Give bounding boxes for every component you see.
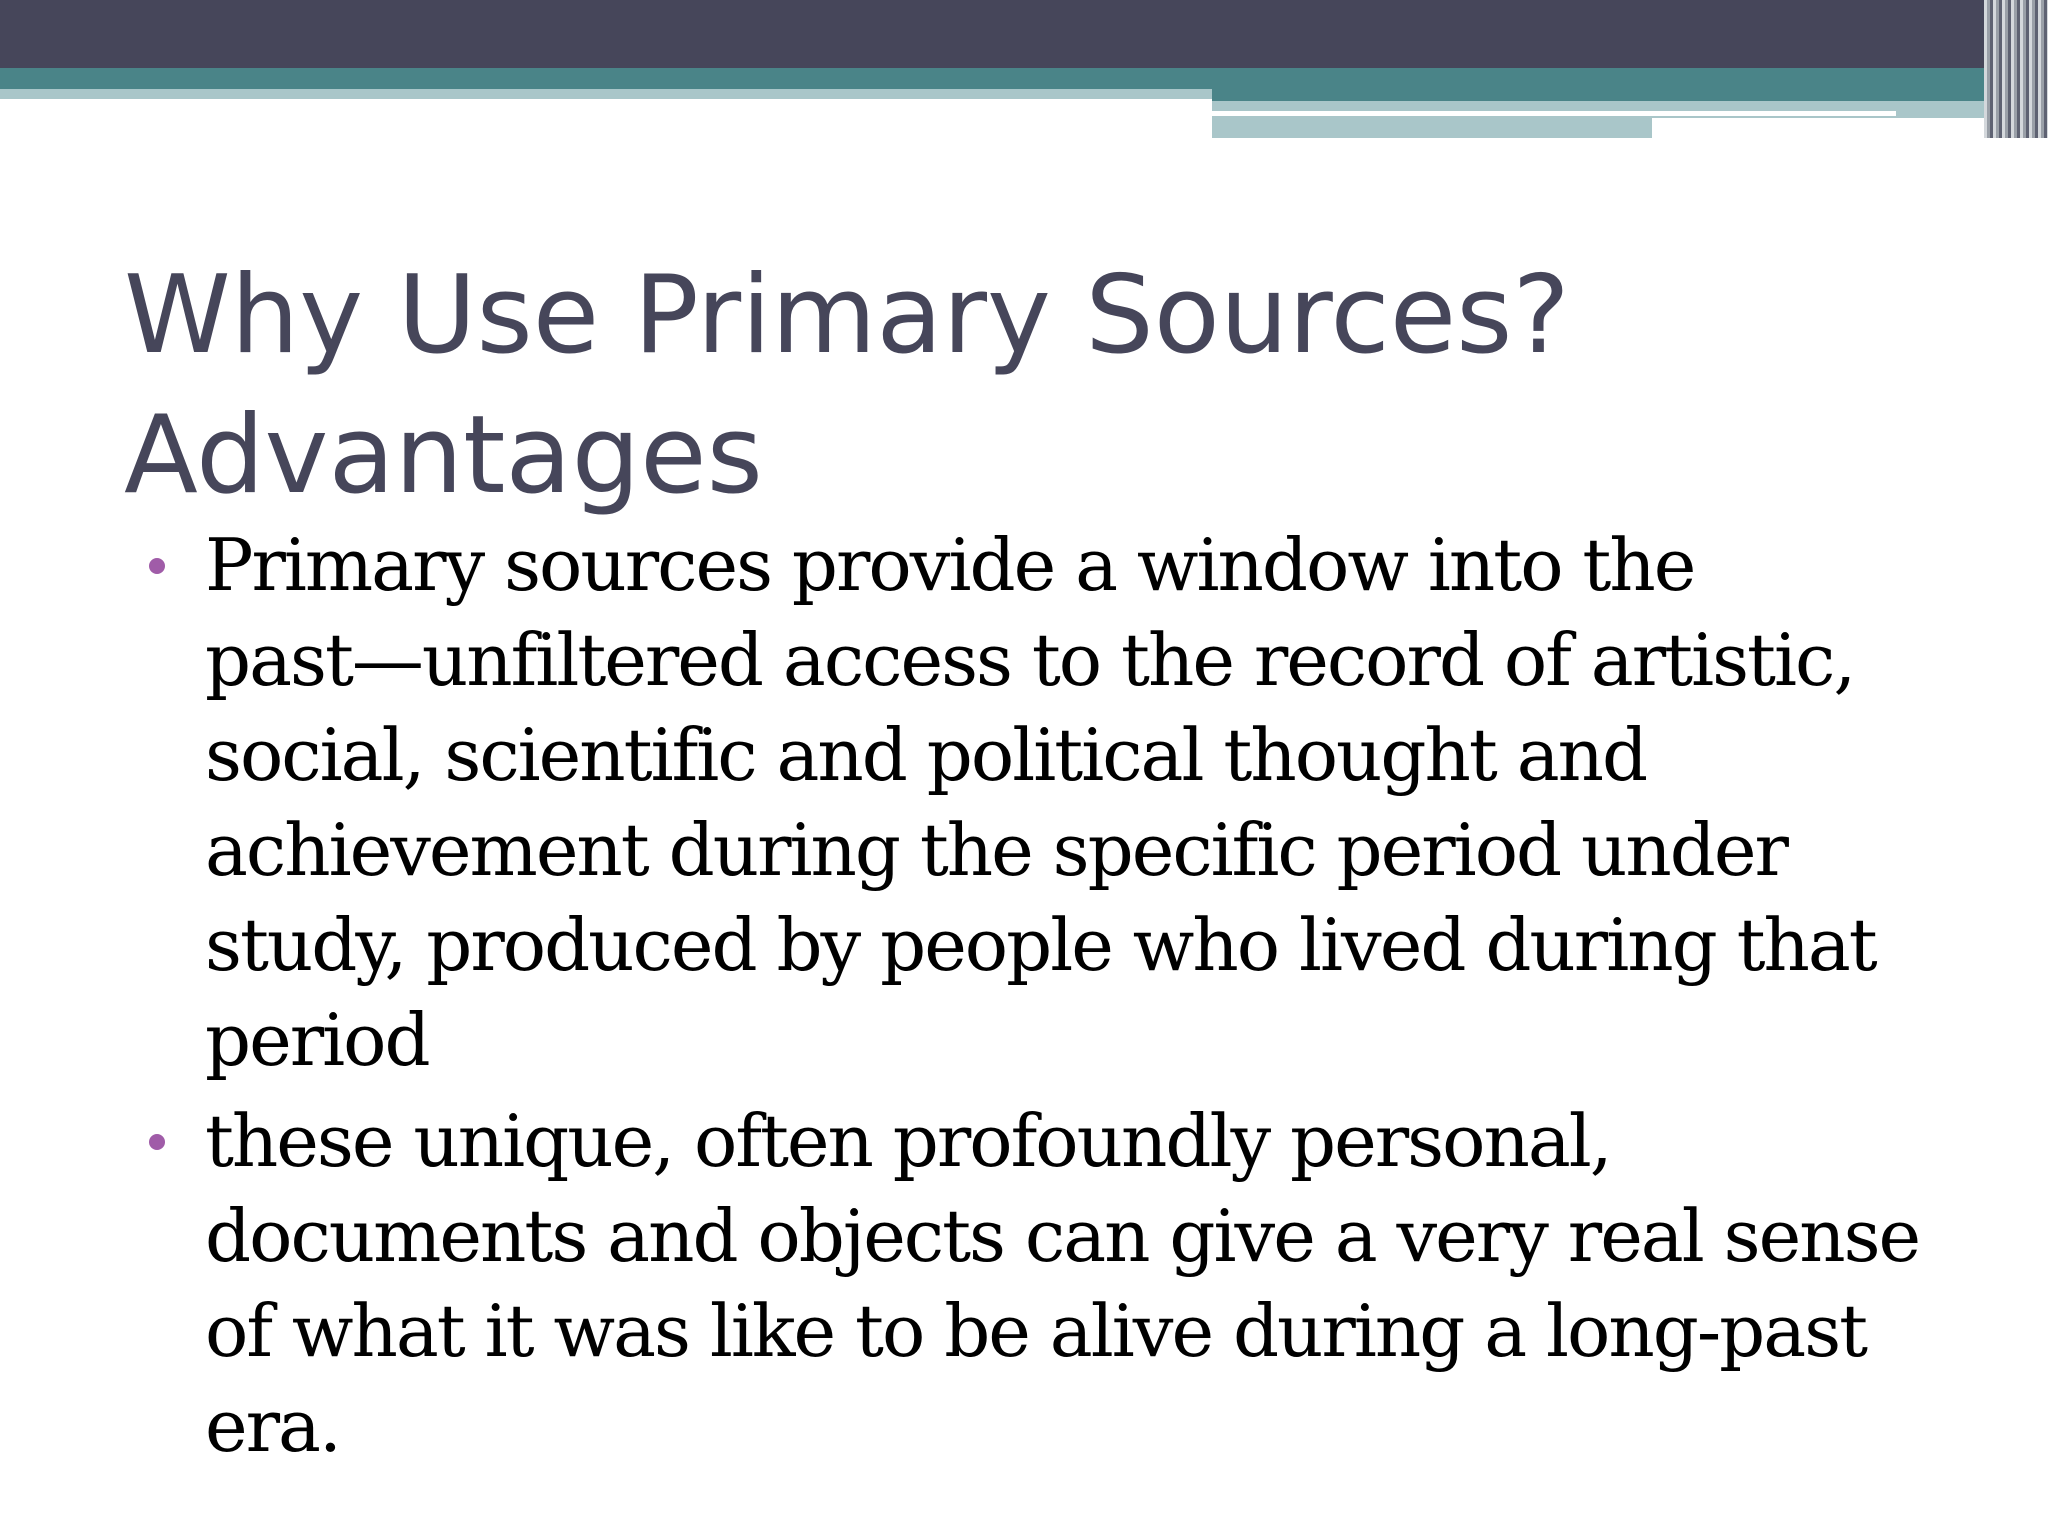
bullet-text <box>205 518 2048 1088</box>
bullet-line: Primary sources provide a window into the <box>205 523 1695 607</box>
bullet-line: past—unfiltered access to the record of artistic, <box>205 618 1855 702</box>
bullet-list <box>0 518 2048 1480</box>
slide-title-line: Why Use Primary Sources? <box>124 253 1570 378</box>
header-teal-bar-right <box>1212 68 2002 101</box>
bullet-line: these unique, often profoundly personal, <box>205 1099 1611 1183</box>
header-dark-bar <box>0 0 2048 68</box>
bullet-line: era. <box>205 1384 340 1468</box>
bullet-item <box>0 518 2048 1088</box>
bullet-line: achievement during the specific period under <box>205 808 1787 892</box>
bullet-item <box>0 1094 2048 1474</box>
bullet-dot-icon <box>149 1134 165 1150</box>
header-stripes-decoration <box>1984 0 2048 138</box>
header-light-bar-right-lower <box>1212 118 1652 138</box>
bullet-line: social, scientific and political thought and <box>205 713 1647 797</box>
header-teal-bar-left <box>0 68 1212 89</box>
bullet-line: period <box>205 998 429 1082</box>
header-light-bar-left <box>0 89 1212 99</box>
bullet-text <box>205 1094 2048 1474</box>
bullet-line: documents and objects can give a very real sense <box>205 1194 1920 1278</box>
bullet-dot-icon <box>149 558 165 574</box>
slide-title <box>124 246 1984 526</box>
slide-title-line: Advantages <box>124 393 763 518</box>
bullet-line: of what it was like to be alive during a long-past <box>205 1289 1867 1373</box>
bullet-line: study, produced by people who lived during that <box>205 903 1876 987</box>
header-white-line <box>1212 111 1896 116</box>
